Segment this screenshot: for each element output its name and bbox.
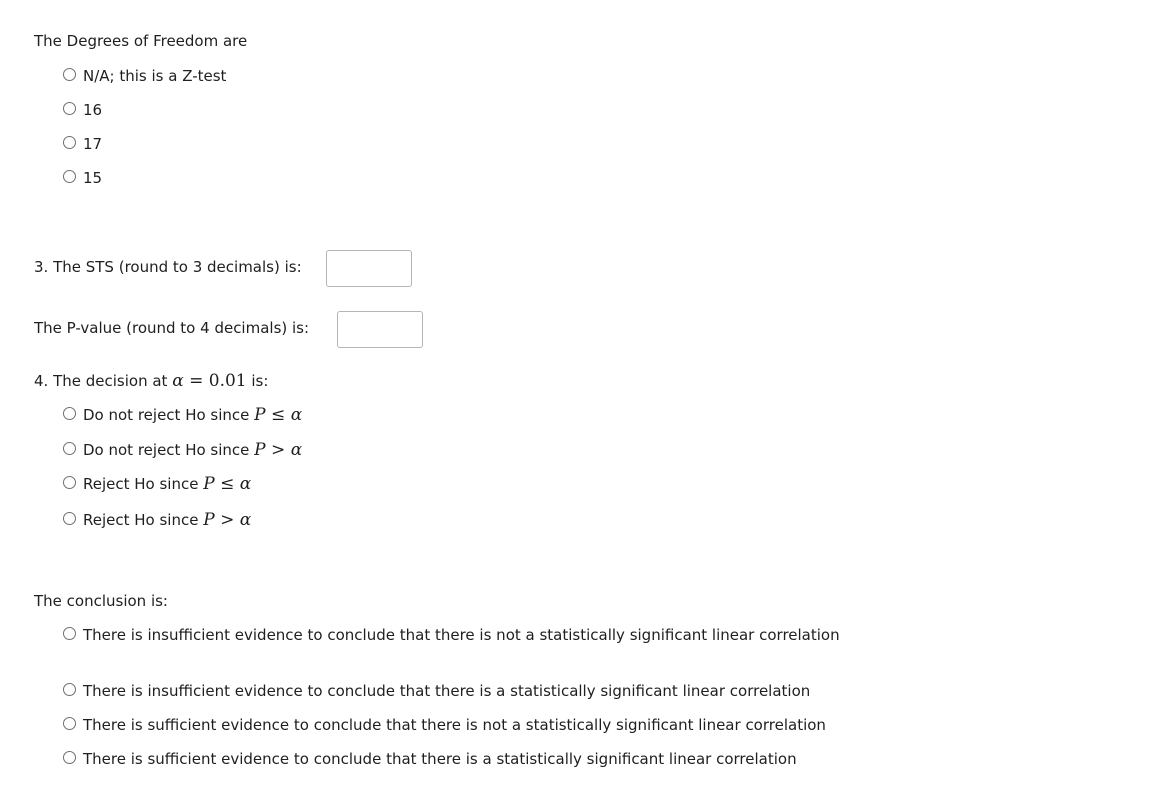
pvalue-label: The P-value (round to 4 decimals) is: [34,319,310,337]
dof-option-label: 15 [83,169,103,187]
radio-button[interactable] [63,627,76,640]
dof-option-label: N/A; this is a Z-test [83,67,227,85]
relation-symbol: > [220,510,235,530]
sts-label: 3. The STS (round to 3 decimals) is: [34,258,302,276]
decision-option-2[interactable] [63,440,302,461]
dof-option-3[interactable] [63,134,102,155]
dof-option-1[interactable] [63,66,226,87]
decision-option-4[interactable] [63,510,251,531]
radio-button[interactable] [63,136,76,149]
dof-option-2[interactable] [63,100,102,121]
decision-option-text: Reject Ho since [83,475,199,493]
alpha-symbol: α [172,371,184,391]
decision-option-3[interactable] [63,474,251,495]
radio-button[interactable] [63,442,76,455]
equals-sign: = [189,371,204,391]
conclusion-option-label: There is insufficient evidence to conclude that there is a statistically significant linear correlation [83,682,811,700]
decision-label-suffix: is: [251,372,269,390]
decision-option-text: Do not reject Ho since [83,441,250,459]
radio-button[interactable] [63,407,76,420]
radio-button[interactable] [63,170,76,183]
decision-question [34,371,268,391]
sts-input[interactable] [326,250,412,287]
radio-button[interactable] [63,476,76,489]
p-symbol: P [254,405,266,425]
conclusion-option-2[interactable] [63,681,810,702]
relation-symbol: > [271,440,286,460]
alpha-symbol: α [290,440,303,460]
radio-button[interactable] [63,717,76,730]
dof-option-label: 16 [83,101,103,119]
radio-button[interactable] [63,683,76,696]
relation-symbol: ≤ [271,405,286,425]
radio-button[interactable] [63,68,76,81]
dof-option-label: 17 [83,135,103,153]
conclusion-option-4[interactable] [63,749,797,770]
p-symbol: P [203,510,215,530]
conclusion-option-1[interactable] [63,625,843,646]
dof-question: The Degrees of Freedom are [34,32,248,50]
alpha-symbol: α [290,405,303,425]
decision-option-1[interactable] [63,405,302,426]
radio-button[interactable] [63,751,76,764]
decision-option-text: Reject Ho since [83,511,199,529]
dof-option-4[interactable] [63,168,102,189]
conclusion-option-label: There is sufficient evidence to conclude that there is a statistically significant linear correlation [83,750,797,768]
p-symbol: P [254,440,266,460]
p-symbol: P [203,474,215,494]
alpha-value: 0.01 [208,371,247,391]
relation-symbol: ≤ [220,474,235,494]
alpha-symbol: α [239,474,252,494]
conclusion-option-label: There is insufficient evidence to conclude that there is not a statistically significant linear correlation [83,626,840,644]
alpha-symbol: α [239,510,252,530]
radio-button[interactable] [63,102,76,115]
pvalue-input[interactable] [337,311,423,348]
radio-button[interactable] [63,512,76,525]
decision-label-prefix: 4. The decision at [34,372,168,390]
conclusion-option-label: There is sufficient evidence to conclude that there is not a statistically significant linear correlation [83,716,826,734]
conclusion-question: The conclusion is: [34,592,168,610]
decision-option-text: Do not reject Ho since [83,406,250,424]
conclusion-option-3[interactable] [63,715,826,736]
